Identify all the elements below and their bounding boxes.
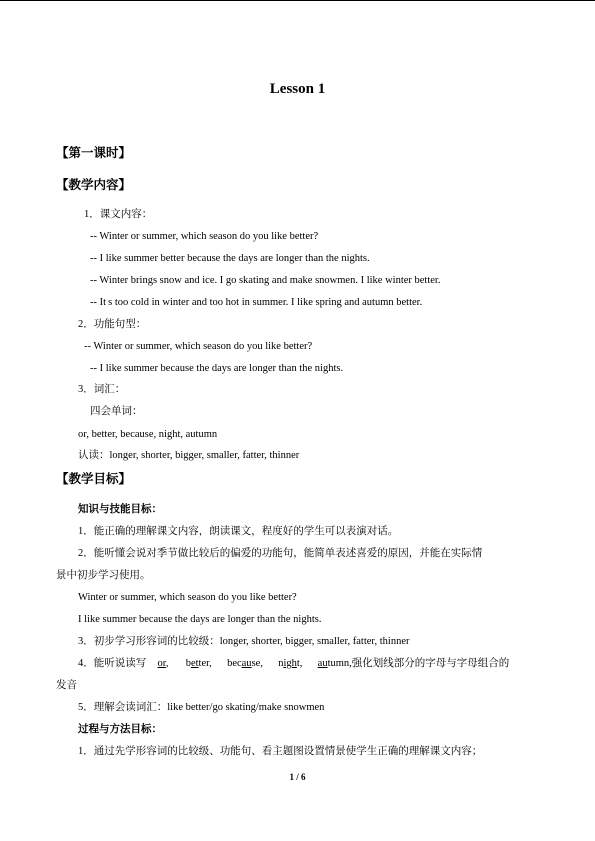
goal-4-cont: 发音 [56, 680, 77, 691]
phonics-word: better, [185, 658, 212, 669]
goal-3: 3．初步学习形容词的比较级：longer, shorter, bigger, smaller, fatter, thinner [78, 636, 410, 647]
goal-1: 1．能正确的理解课文内容，朗读课文，程度好的学生可以表演对话。 [78, 526, 399, 537]
page-number: 1 / 6 [289, 772, 306, 782]
goal-4-prefix: 4．能听说读写 [78, 658, 147, 669]
process-goal-1: 1．通过先学形容词的比较级、功能句、看主题图设置情景使学生正确的理解课文内容； [78, 746, 483, 757]
content-item-2: 2．功能句型： [78, 319, 147, 330]
goal-5: 5．理解会读词汇：like better/go skating/make snowmen [78, 702, 325, 713]
goal-4 [78, 657, 509, 670]
section-teaching-content: 【教学内容】 [56, 178, 132, 192]
phonics-word: or, [157, 658, 169, 669]
example-sentence: I like summer because the days are longer than the nights. [78, 614, 322, 625]
example-sentence: Winter or summer, which season do you like better? [78, 592, 297, 603]
recognize-words: 认读：longer, shorter, bigger, smaller, fatter, thinner [78, 450, 300, 461]
top-rule [0, 0, 595, 1]
goal-4-suffix: ,强化划线部分的字母与字母组合的 [349, 658, 510, 669]
goal-2: 2．能听懂会说对季节做比较后的偏爱的功能句，能简单表述喜爱的原因，并能在实际情 [78, 548, 483, 559]
vocab-words: or, better, because, night, autumn [78, 429, 218, 440]
dialogue-line: -- Winter brings snow and ice. I go skating and make snowmen. I like winter better. [90, 275, 441, 286]
pattern-line: -- Winter or summer, which season do you like better? [84, 341, 313, 352]
phonics-word: autumn [317, 658, 350, 669]
dialogue-line: -- Winter or summer, which season do you like better? [90, 231, 319, 242]
process-goals-title: 过程与方法目标： [78, 724, 162, 735]
section-teaching-goals: 【教学目标】 [56, 472, 132, 486]
dialogue-line: -- It s too cold in winter and too hot in summer. I like spring and autumn better. [90, 297, 423, 308]
dialogue-line: -- I like summer better because the days are longer than the nights. [90, 253, 370, 264]
knowledge-goals-title: 知识与技能目标： [78, 504, 162, 515]
phonics-word: because, [227, 658, 263, 669]
page-title: Lesson 1 [269, 81, 326, 97]
content-item-1: 1．课文内容： [84, 209, 153, 220]
pattern-line: -- I like summer because the days are longer than the nights. [90, 363, 344, 374]
goal-2-cont: 景中初步学习使用。 [56, 570, 151, 581]
section-first-lesson: 【第一课时】 [56, 146, 132, 160]
content-item-3: 3．词汇： [78, 384, 126, 395]
phonics-word: night, [278, 658, 303, 669]
vocab-label: 四会单词： [90, 406, 143, 417]
